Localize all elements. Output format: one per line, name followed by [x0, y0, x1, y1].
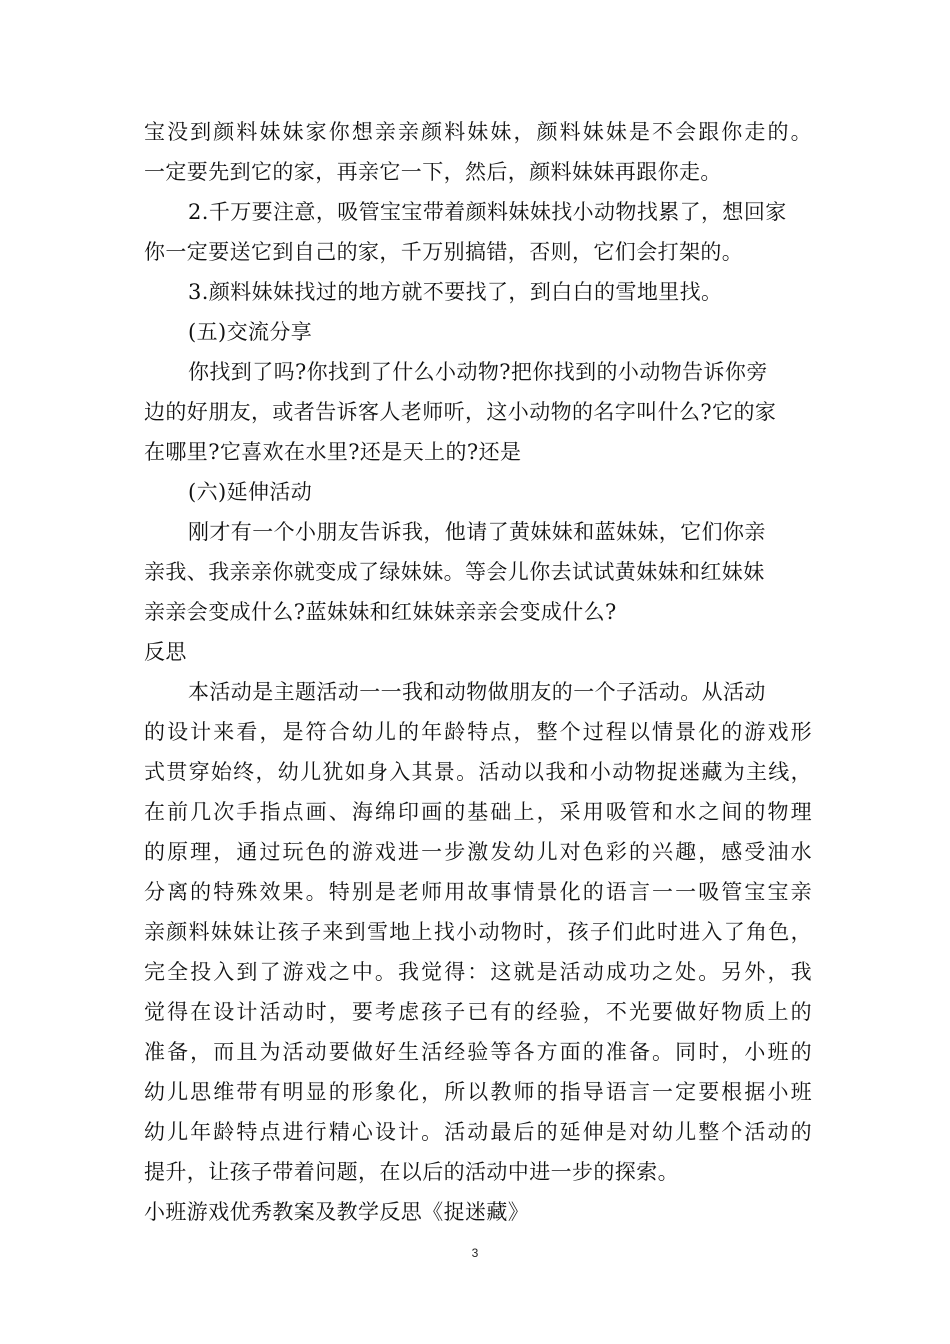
text-line: 亲我、我亲亲你就变成了绿妹妹。等会儿你去试试黄妹妹和红妹妹: [144, 560, 765, 584]
text-line: 提升，让孩子带着问题，在以后的活动中进一步的探索。: [144, 1160, 679, 1184]
next-title: 小班游戏优秀教案及教学反思《捉迷藏》: [144, 1200, 530, 1224]
text-line: 宝没到颜料妹妹家你想亲亲颜料妹妹，颜料妹妹是不会跟你走的。: [144, 120, 812, 144]
section-heading-6: (六)延伸活动: [188, 480, 313, 504]
text-line: 幼儿年龄特点进行精心设计。活动最后的延伸是对幼儿整个活动的: [144, 1120, 812, 1144]
text-line: 幼儿思维带有明显的形象化，所以教师的指导语言一定要根据小班: [144, 1080, 812, 1104]
text-line: 完全投入到了游戏之中。我觉得：这就是活动成功之处。另外，我: [144, 960, 812, 984]
reflection-heading: 反思: [144, 640, 187, 664]
text-line: 亲颜料妹妹让孩子来到雪地上找小动物时，孩子们此时进入了角色，: [144, 920, 812, 944]
section-heading-5: (五)交流分享: [188, 320, 313, 344]
text-line: 在哪里?它喜欢在水里?还是天上的?还是: [144, 440, 522, 464]
text-line: 你一定要送它到自己的家，千万别搞错，否则，它们会打架的。: [144, 240, 744, 264]
text-line: 准备，而且为活动要做好生活经验等各方面的准备。同时，小班的: [144, 1040, 812, 1064]
text-line: 式贯穿始终，幼儿犹如身入其景。活动以我和小动物捉迷藏为主线，: [144, 760, 812, 784]
text-line: 你找到了吗?你找到了什么小动物?把你找到的小动物告诉你旁: [188, 360, 768, 384]
text-line: 边的好朋友，或者告诉客人老师听，这小动物的名字叫什么?它的家: [144, 400, 777, 424]
list-item-3: 3.颜料妹妹找过的地方就不要找了，到白白的雪地里找。: [188, 280, 723, 304]
text-line: 刚才有一个小朋友告诉我，他请了黄妹妹和蓝妹妹，它们你亲: [188, 520, 766, 544]
text-line: 的设计来看，是符合幼儿的年龄特点，整个过程以情景化的游戏形: [144, 720, 812, 744]
text-line: 本活动是主题活动一一我和动物做朋友的一个子活动。从活动: [188, 680, 766, 704]
text-line: 觉得在设计活动时，要考虑孩子已有的经验，不光要做好物质上的: [144, 1000, 812, 1024]
text-line: 在前几次手指点画、海绵印画的基础上，采用吸管和水之间的物理: [144, 800, 812, 824]
list-item-2: 2.千万要注意，吸管宝宝带着颜料妹妹找小动物找累了，想回家: [188, 200, 787, 224]
text-line: 分离的特殊效果。特别是老师用故事情景化的语言一一吸管宝宝亲: [144, 880, 812, 904]
page-number: 3: [471, 1246, 479, 1260]
text-line: 的原理，通过玩色的游戏进一步激发幼儿对色彩的兴趣，感受油水: [144, 840, 812, 864]
text-line: 亲亲会变成什么?蓝妹妹和红妹妹亲亲会变成什么?: [144, 600, 617, 624]
text-line: 一定要先到它的家，再亲它一下，然后，颜料妹妹再跟你走。: [144, 160, 722, 184]
